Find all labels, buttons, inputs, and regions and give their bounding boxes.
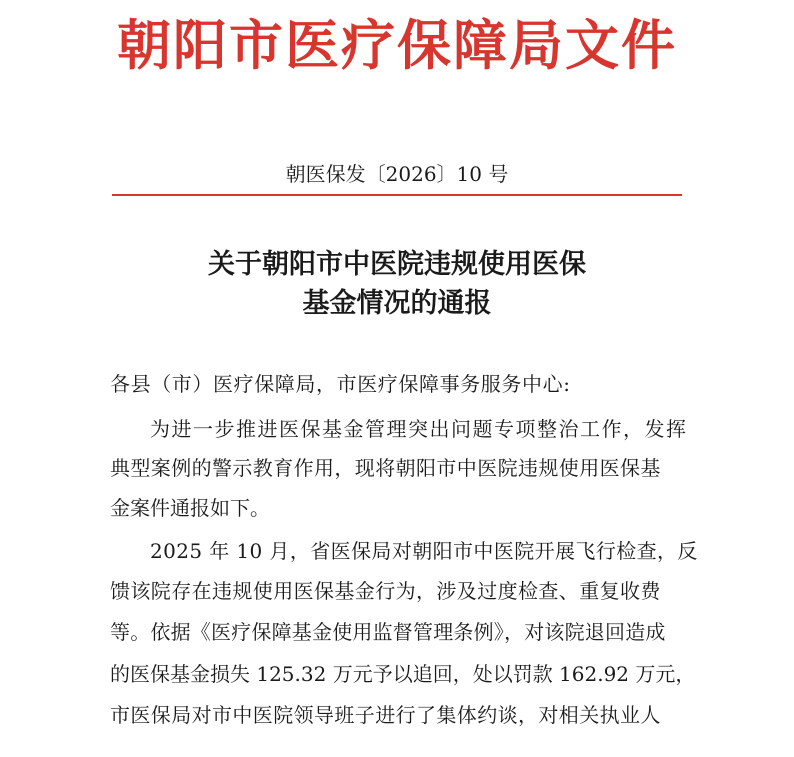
- title-line-2: 基金情况的通报: [302, 288, 492, 319]
- title-line-1: 关于朝阳市中医院违规使用医保: [208, 249, 586, 280]
- paragraph-2-line: 馈该院存在违规使用医保基金行为，涉及过度检查、重复收费: [110, 579, 661, 603]
- paragraph-2-line: 2025 年 10 月，省医保局对朝阳市中医院开展飞行检查，反: [150, 539, 698, 563]
- salutation: 各县（市）医疗保障局，市医疗保障事务服务中心:: [110, 372, 571, 396]
- issuer-header: 朝阳市医疗保障局文件: [117, 14, 677, 77]
- paragraph-1-line: 典型案例的警示教育作用，现将朝阳市中医院违规使用医保基: [110, 456, 661, 480]
- paragraph-1-line: 为进一步推进医保基金管理突出问题专项整治工作，发挥: [150, 417, 688, 441]
- paragraph-2-line: 的医保基金损失 125.32 万元予以追回，处以罚款 162.92 万元，: [110, 662, 696, 686]
- paragraph-1-line: 金案件通报如下。: [110, 496, 270, 520]
- document-number: 朝医保发〔2026〕10 号: [285, 162, 509, 186]
- paragraph-2-line: 市医保局对市中医院领导班子进行了集体约谈，对相关执业人: [110, 703, 661, 727]
- paragraph-2-line: 等。依据《医疗保障基金使用监督管理条例》，对该院退回造成: [110, 620, 666, 644]
- red-divider-line: [112, 194, 682, 196]
